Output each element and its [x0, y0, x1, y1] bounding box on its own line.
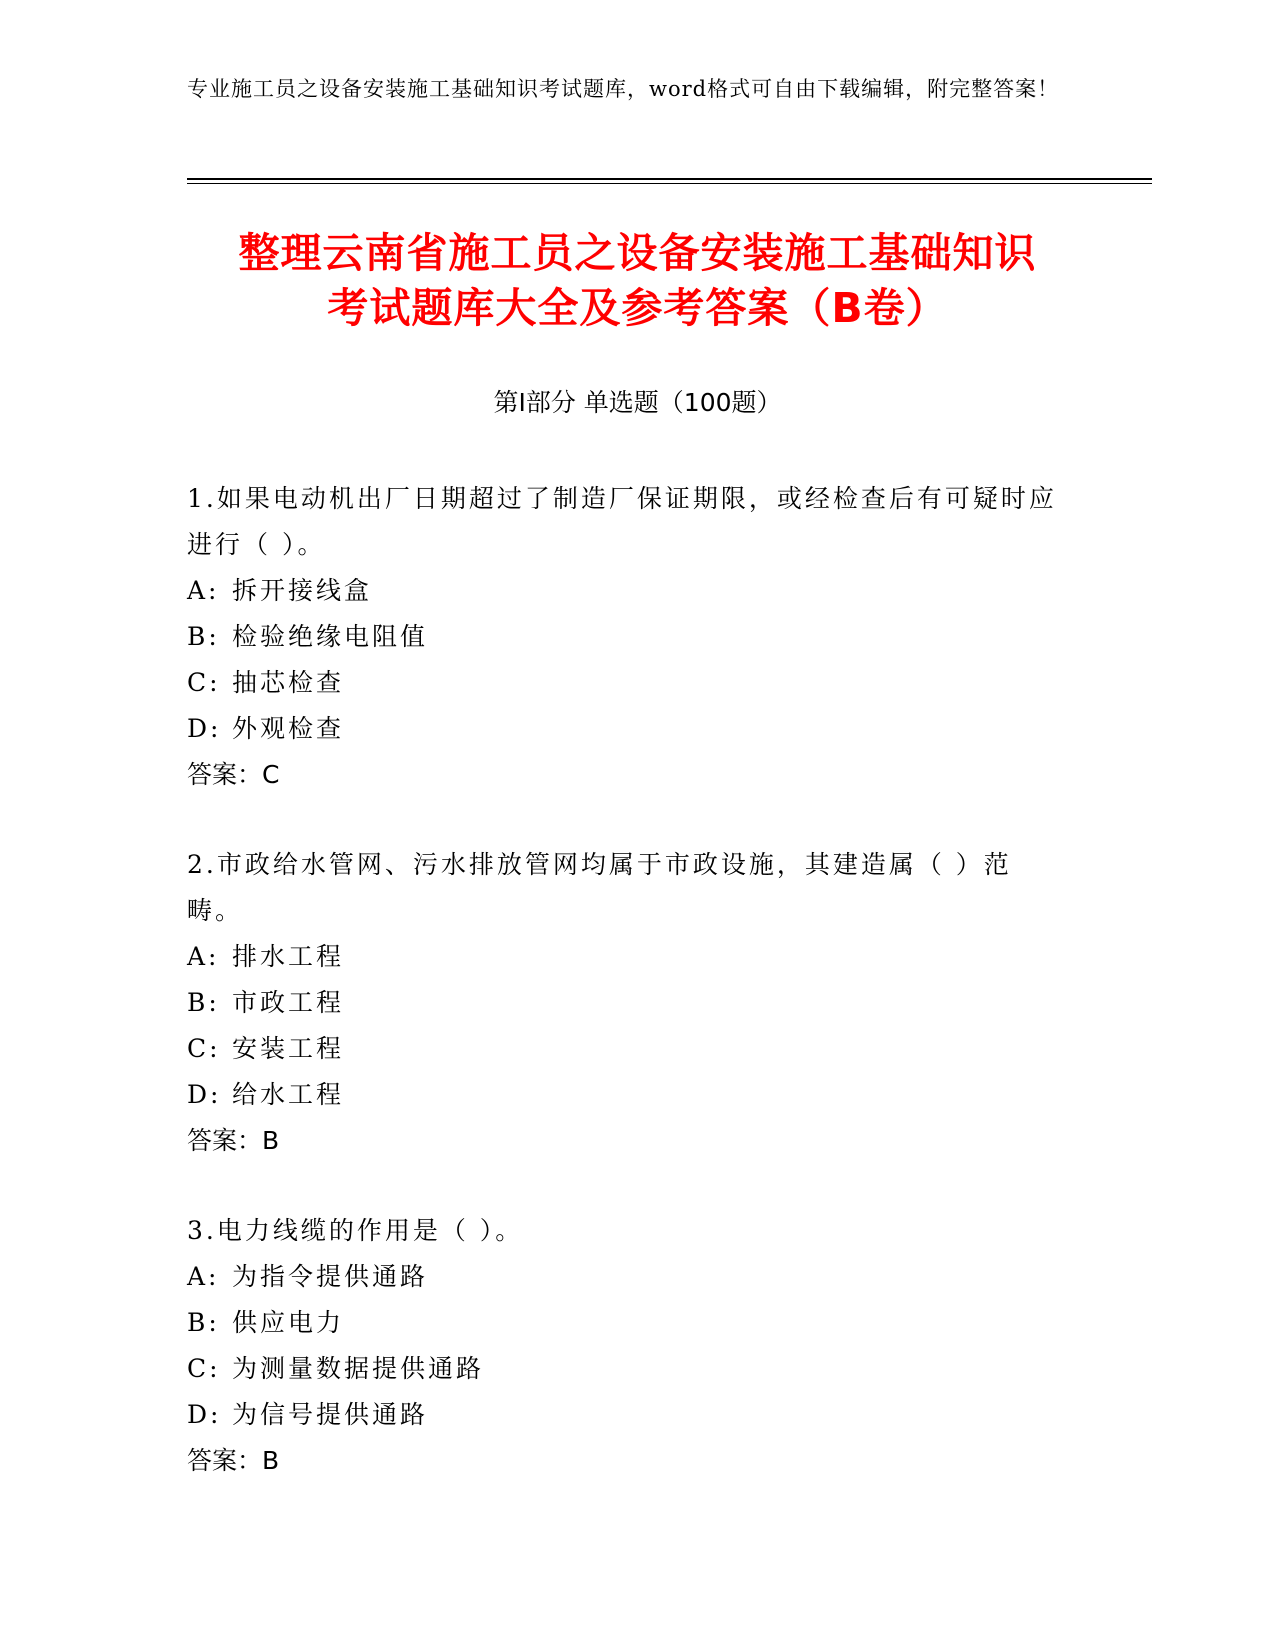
option-a [187, 568, 1067, 614]
option-c [187, 1026, 1067, 1072]
option-key: A: [187, 576, 220, 605]
answer-line: 答案：B [187, 1446, 280, 1475]
option-key: C: [187, 668, 221, 697]
option-a [187, 1254, 1067, 1300]
question-2 [187, 842, 1067, 1164]
option-key: C: [187, 1034, 221, 1063]
option-d [187, 1392, 1067, 1438]
option-text: 外观检查 [232, 714, 345, 743]
header-divider-thin [187, 183, 1152, 184]
option-key: C: [187, 1354, 221, 1383]
option-c [187, 1346, 1067, 1392]
option-text: 抽芯检查 [232, 668, 345, 697]
option-d [187, 1072, 1067, 1118]
option-key: D: [187, 1080, 222, 1109]
option-c [187, 660, 1067, 706]
question-list [187, 476, 1067, 1528]
option-text: 为信号提供通路 [232, 1400, 429, 1429]
header-divider-thick [187, 178, 1152, 180]
option-text: 为测量数据提供通路 [232, 1354, 485, 1383]
question-3 [187, 1208, 1067, 1484]
option-d [187, 706, 1067, 752]
question-stem: 3.电力线缆的作用是（ ）。 [187, 1216, 524, 1245]
document-title-line-2: 考试题库大全及参考答案（B卷） [327, 284, 948, 332]
document-title-line-1: 整理云南省施工员之设备安装施工基础知识 [238, 229, 1037, 277]
section-heading: 第I部分 单选题（100题） [493, 388, 782, 417]
option-text: 给水工程 [232, 1080, 345, 1109]
option-a [187, 934, 1067, 980]
option-key: D: [187, 714, 222, 743]
option-key: A: [187, 942, 220, 971]
option-b [187, 980, 1067, 1026]
option-b [187, 614, 1067, 660]
option-text: 安装工程 [232, 1034, 345, 1063]
option-key: B: [187, 988, 220, 1017]
option-text: 市政工程 [232, 988, 345, 1017]
question-stem: 1.如果电动机出厂日期超过了制造厂保证期限，或经检查后有可疑时应进行（ ）。 [187, 484, 1057, 559]
option-key: B: [187, 622, 220, 651]
option-text: 供应电力 [232, 1308, 345, 1337]
option-text: 排水工程 [232, 942, 345, 971]
option-text: 为指令提供通路 [232, 1262, 429, 1291]
question-stem: 2.市政给水管网、污水排放管网均属于市政设施，其建造属（ ）范畴。 [187, 850, 1012, 925]
answer-line: 答案：C [187, 760, 280, 789]
header-note: 专业施工员之设备安装施工基础知识考试题库，word格式可自由下载编辑，附完整答案！ [187, 77, 1060, 101]
document-title [150, 226, 1125, 336]
option-text: 拆开接线盒 [232, 576, 373, 605]
option-key: A: [187, 1262, 220, 1291]
option-key: B: [187, 1308, 220, 1337]
question-1 [187, 476, 1067, 798]
option-key: D: [187, 1400, 222, 1429]
answer-line: 答案：B [187, 1126, 280, 1155]
option-b [187, 1300, 1067, 1346]
option-text: 检验绝缘电阻值 [232, 622, 429, 651]
